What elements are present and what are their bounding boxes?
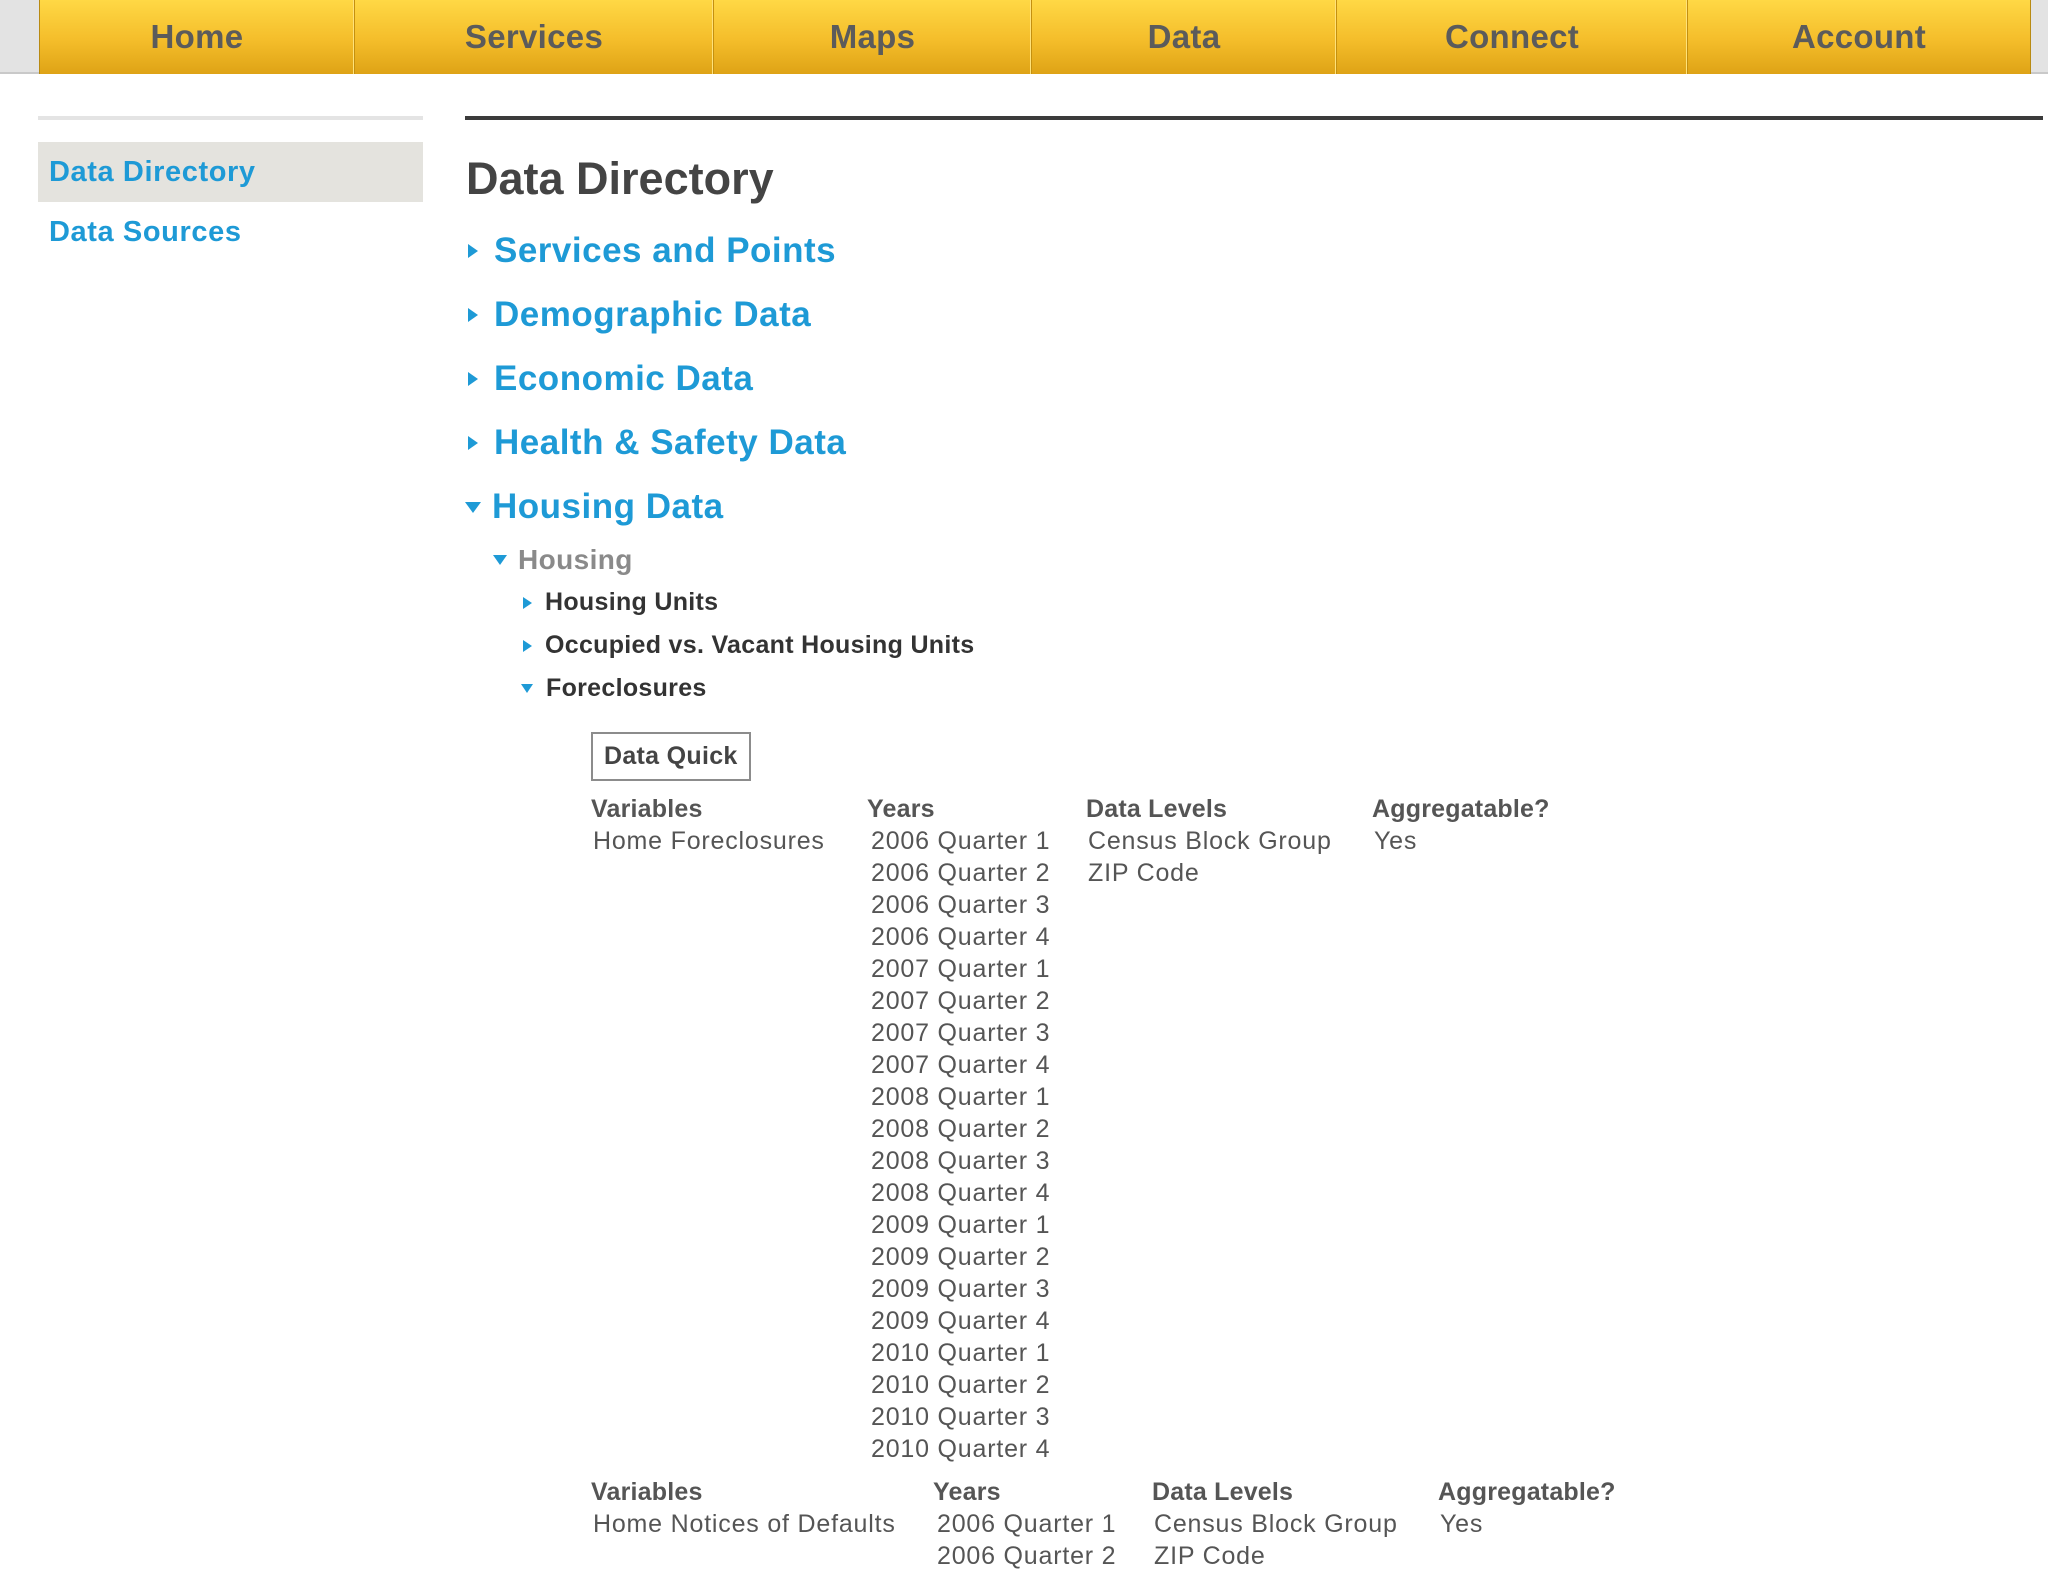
year-cell: 2008 Quarter 2 [871,1115,1051,1143]
data-level-cell: Census Block Group [1088,827,1332,855]
category-label: Services and Points [494,231,837,270]
year-cell: 2007 Quarter 3 [871,1019,1051,1047]
collapse-arrow-icon [521,684,533,693]
aggregatable-cell: Yes [1440,1510,1484,1538]
sidebar-divider [38,116,423,120]
item-label: Housing Units [545,588,719,616]
item-occupied-vs-vacant[interactable] [465,624,2045,667]
data-level-cell: Census Block Group [1154,1510,1398,1538]
year-cell: 2010 Quarter 4 [871,1435,1051,1463]
year-cell: 2006 Quarter 1 [871,827,1051,855]
category-economic-data[interactable] [465,347,2045,411]
variable-name: Home Notices of Defaults [593,1510,896,1538]
data-level-cell: ZIP Code [1154,1542,1266,1570]
year-cell: 2009 Quarter 1 [871,1211,1051,1239]
year-cell: 2009 Quarter 3 [871,1275,1051,1303]
aggregatable-header: Aggregatable? [1372,795,1550,823]
category-label: Health & Safety Data [494,423,847,462]
variables-header: Variables [591,795,703,823]
subgroup-housing[interactable] [465,539,2045,581]
sidebar-item-data-sources[interactable]: Data Sources [49,215,242,248]
category-demographic-data[interactable] [465,283,2045,347]
year-cell: 2006 Quarter 1 [937,1510,1117,1538]
variables-column [591,1476,933,1572]
aggregatable-header: Aggregatable? [1438,1478,1616,1506]
sidebar [38,116,423,262]
data-levels-column [1086,793,1372,1465]
category-housing-data[interactable] [465,475,2045,539]
variables-column [591,793,867,1465]
item-housing-units[interactable] [465,581,2045,624]
year-cell: 2006 Quarter 2 [937,1542,1117,1570]
expand-arrow-icon [523,597,532,609]
expand-arrow-icon [468,372,478,386]
aggregatable-column [1438,1476,1616,1572]
variables-header: Variables [591,1478,703,1506]
year-cell: 2008 Quarter 3 [871,1147,1051,1175]
sidebar-item-data-directory[interactable]: Data Directory [38,142,423,202]
aggregatable-column [1372,793,1550,1465]
item-foreclosures[interactable] [465,667,2045,710]
category-label: Economic Data [494,359,754,398]
variable-table [591,793,2045,1465]
collapse-arrow-icon [493,555,507,565]
item-label: Foreclosures [546,674,707,702]
subgroup-label: Housing [518,544,633,575]
nav-item-connect[interactable]: Connect [1337,0,1688,74]
year-cell: 2009 Quarter 4 [871,1307,1051,1335]
expand-arrow-icon [468,244,478,258]
expand-arrow-icon [523,640,532,652]
years-header: Years [867,795,935,823]
main-content [465,116,2045,1572]
year-cell: 2010 Quarter 3 [871,1403,1051,1431]
nav-item-maps[interactable]: Maps [714,0,1032,74]
variable-name: Home Foreclosures [593,827,825,855]
variable-table [591,1476,2045,1572]
year-cell: 2009 Quarter 2 [871,1243,1051,1271]
category-health-safety-data[interactable] [465,411,2045,475]
years-column [867,793,1086,1465]
foreclosures-detail [591,732,2045,1572]
aggregatable-cell: Yes [1374,827,1418,855]
year-cell: 2006 Quarter 4 [871,923,1051,951]
data-levels-column [1152,1476,1438,1572]
data-levels-header: Data Levels [1086,795,1228,823]
data-source-label: Data Quick [591,732,751,781]
item-label: Occupied vs. Vacant Housing Units [545,631,975,659]
collapse-arrow-icon [465,502,481,513]
data-levels-header: Data Levels [1152,1478,1294,1506]
nav-item-services[interactable]: Services [355,0,714,74]
nav-item-data[interactable]: Data [1032,0,1337,74]
years-header: Years [933,1478,1001,1506]
year-cell: 2006 Quarter 2 [871,859,1051,887]
expand-arrow-icon [468,308,478,322]
year-cell: 2007 Quarter 1 [871,955,1051,983]
year-cell: 2007 Quarter 4 [871,1051,1051,1079]
year-cell: 2006 Quarter 3 [871,891,1051,919]
year-cell: 2007 Quarter 2 [871,987,1051,1015]
category-list [465,219,2045,539]
nav-item-account[interactable]: Account [1791,18,1927,55]
nav-item-home[interactable]: Home [40,0,355,74]
year-cell: 2010 Quarter 1 [871,1339,1051,1367]
nav-bar [39,0,2031,74]
top-navigation [0,0,2048,74]
page-title: Data Directory [466,153,774,204]
content-divider [465,116,2043,120]
data-level-cell: ZIP Code [1088,859,1200,887]
years-column [933,1476,1152,1572]
category-label: Housing Data [492,487,724,526]
year-cell: 2010 Quarter 2 [871,1371,1051,1399]
year-cell: 2008 Quarter 4 [871,1179,1051,1207]
year-cell: 2008 Quarter 1 [871,1083,1051,1111]
category-services-and-points[interactable] [465,219,2045,283]
expand-arrow-icon [468,436,478,450]
category-label: Demographic Data [494,295,812,334]
